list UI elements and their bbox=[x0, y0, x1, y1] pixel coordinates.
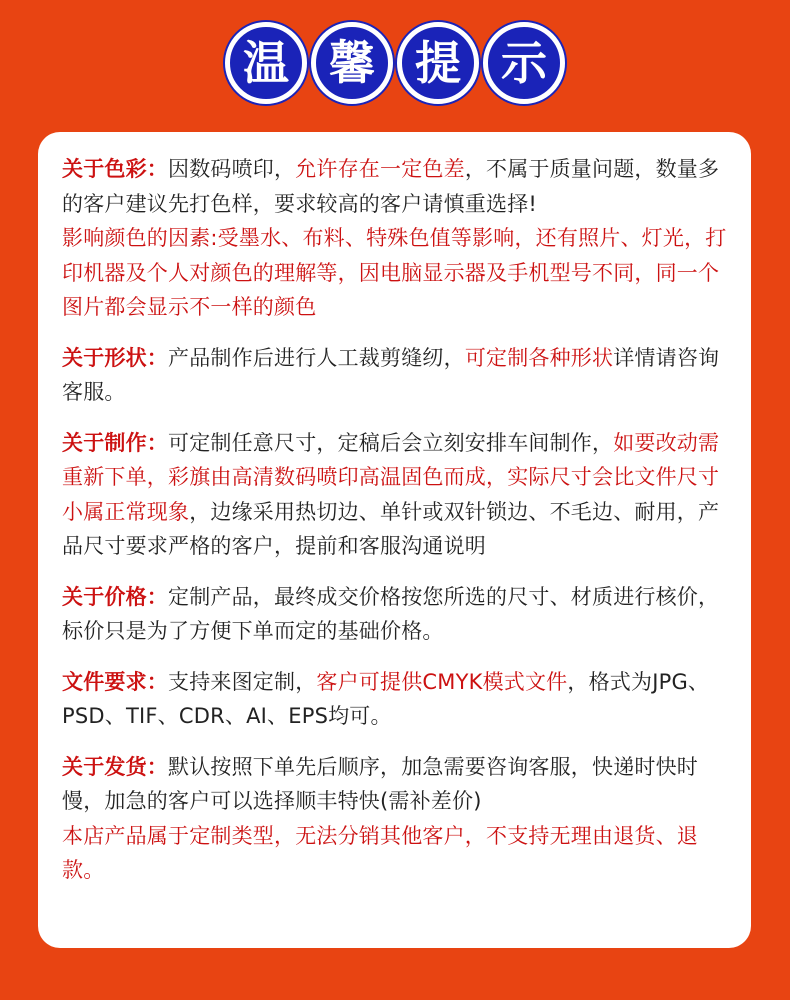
section-text: 产品制作后进行人工裁剪缝纫， bbox=[168, 345, 465, 370]
section-production bbox=[62, 426, 727, 564]
title-char: 示 bbox=[483, 22, 565, 104]
section-text: 定制产品，最终成交价格按您所选的尺寸、材质进行核价，标价只是为了方便下单而定的基础价格。 bbox=[62, 584, 720, 643]
title-char: 提 bbox=[397, 22, 479, 104]
section-file bbox=[62, 665, 727, 734]
section-label: 文件要求： bbox=[62, 669, 168, 694]
section-label: 关于发货： bbox=[62, 754, 168, 779]
section-highlight: 允许存在一定色差 bbox=[295, 157, 465, 181]
section-highlight: 客户可提供CMYK模式文件 bbox=[316, 669, 568, 694]
section-color bbox=[62, 152, 727, 325]
section-label: 关于色彩： bbox=[62, 157, 168, 181]
title-banner bbox=[0, 22, 790, 104]
section-shipping bbox=[62, 750, 727, 888]
section-label: 关于价格： bbox=[62, 584, 168, 609]
section-highlight: 可定制各种形状 bbox=[464, 345, 614, 370]
section-text: ，边缘采用热切边、单针或双针锁边、不毛边、耐用，产品尺寸要求严格的客户，提前和客服沟通说明 bbox=[62, 499, 720, 558]
section-text: 可定制任意尺寸，定稿后会立刻安排车间制作， bbox=[168, 430, 614, 455]
section-highlight: 影响颜色的因素:受墨水、布料、特殊色值等影响，还有照片、灯光，打印机器及个人对颜色的理解等，因电脑显示器及手机型号不同，同一个图片都会显示不一样的颜色 bbox=[62, 226, 727, 319]
section-text: 默认按照下单先后顺序，加急需要咨询客服，快递时快时慢，加急的客户可以选择顺丰特快(需补差价) bbox=[62, 754, 698, 813]
section-price bbox=[62, 580, 727, 649]
section-label: 关于形状： bbox=[62, 345, 168, 370]
title-char: 馨 bbox=[311, 22, 393, 104]
title-char: 温 bbox=[225, 22, 307, 104]
section-label: 关于制作： bbox=[62, 430, 168, 455]
section-text: ，不属于质量问题，数量多的客户建议先打色样，要求较高的客户请慎重选择! bbox=[62, 157, 720, 216]
section-text: 因数码喷印， bbox=[168, 157, 296, 181]
notice-card bbox=[38, 132, 751, 948]
section-shape bbox=[62, 341, 727, 410]
section-text: 支持来图定制， bbox=[168, 669, 317, 694]
section-text: ，格式为JPG、PSD、TIF、CDR、AI、EPS均可。 bbox=[62, 669, 710, 728]
section-highlight: 本店产品属于定制类型，无法分销其他客户，不支持无理由退货、退款。 bbox=[62, 823, 698, 882]
section-highlight: 如要改动需重新下单，彩旗由高清数码喷印高温固色而成，实际尺寸会比文件尺寸小属正常现象 bbox=[62, 430, 720, 524]
section-text: 详情请咨询客服。 bbox=[62, 345, 720, 404]
